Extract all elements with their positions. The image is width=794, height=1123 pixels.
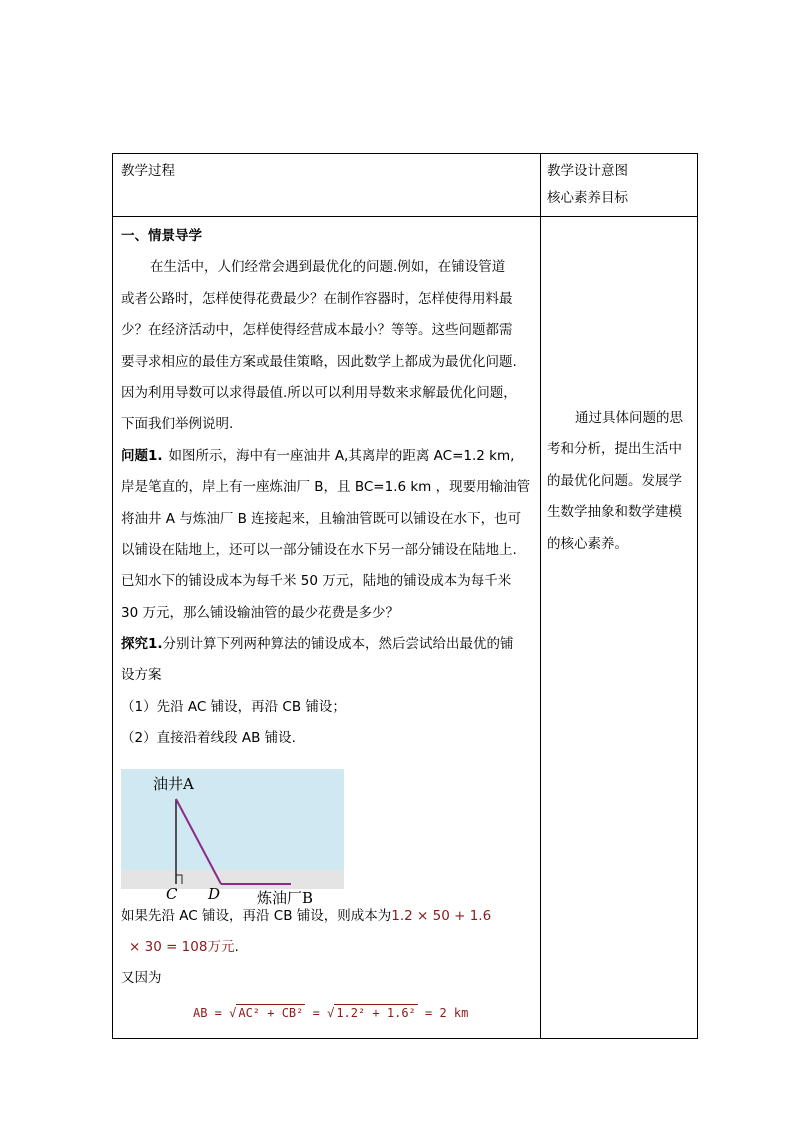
formula-sqrt-2: 1.2² + 1.6²: [336, 1005, 416, 1020]
problem-line: 以铺设在陆地上，还可以一部分铺设在水下另一部分铺设在陆地上.: [121, 541, 517, 558]
ab-formula: AB = √ AC² + CB² = √ 1.2² + 1.6² = 2 km: [193, 1005, 469, 1020]
section-title: 一、情景导学: [121, 228, 202, 244]
intro-line: 下面我们举例说明.: [121, 416, 234, 433]
teaching-process-content: [121, 221, 531, 1031]
column-divider: [540, 154, 541, 1038]
intent-line: 考和分析，提出生活中: [547, 441, 682, 458]
header-divider: [113, 216, 697, 217]
label-c: C: [166, 884, 178, 903]
intro-line: 要寻求相应的最佳方案或最佳策略，因此数学上都成为最优化问题.: [121, 353, 517, 370]
header-core-literacy: 核心素养目标: [547, 190, 628, 206]
answer-line: [121, 901, 531, 932]
problem-line: 岸是笔直的，岸上有一座炼油厂 B，且 BC=1.6 km ，现要用输油管: [121, 479, 531, 496]
formula-rhs: = 2 km: [417, 1005, 469, 1020]
problem-text: 如图所示，海中有一座油井 A,其离岸的距离 AC=1.2 km,: [168, 447, 515, 464]
intent-line: 的最优化问题。发展学: [547, 472, 682, 489]
formula-eq: =: [305, 1005, 328, 1020]
intro-line: 在生活中，人们经常会遇到最优化的问题.例如，在铺设管道: [150, 259, 506, 276]
answer-calc: 1.2 × 50 + 1.6: [391, 907, 492, 924]
header-teaching-process: 教学过程: [121, 163, 175, 179]
problem-label: 问题1.: [121, 447, 163, 464]
formula-lhs: AB =: [193, 1005, 230, 1020]
label-oil-well: 油井A: [153, 774, 194, 793]
answer-line: [121, 932, 531, 963]
problem-line: 将油井 A 与炼油厂 B 连接起来，且输油管既可以铺设在水下，也可: [121, 510, 522, 527]
label-refinery: 炼油厂B: [257, 888, 314, 907]
intent-line: 通过具体问题的思: [575, 410, 683, 426]
explore-text: 分别计算下列两种算法的铺设成本，然后尝试给出最优的铺: [162, 636, 514, 653]
design-intent-content: [547, 403, 693, 560]
problem-line: [121, 441, 531, 472]
explore-line: [121, 629, 531, 660]
explore-label: 探究1.: [121, 636, 163, 653]
option-line: （1）先沿 AC 铺设，再沿 CB 铺设；: [121, 698, 346, 715]
answer-calc-cont: × 30 = 108万元: [129, 939, 235, 956]
header-design-intent: 教学设计意图: [547, 163, 628, 179]
problem-line: 30 万元，那么铺设输油管的最少花费是多少？: [121, 604, 399, 621]
label-d: D: [208, 884, 221, 903]
intro-line: 因为利用导数可以求得最值.所以可以利用导数来求解最优化问题，: [121, 384, 517, 401]
formula-sqrt-1: AC² + CB²: [238, 1005, 304, 1020]
intent-line: 生数学抽象和数学建模: [547, 504, 682, 521]
intro-line: 或者公路时，怎样使得花费最少？在制作容器时，怎样使得用料最: [121, 290, 513, 307]
intro-line: 少？在经济活动中，怎样使得经营成本最小？等等。这些问题都需: [121, 322, 513, 339]
lesson-table: [112, 153, 698, 1039]
answer-text: 如果先沿 AC 铺设，再沿 CB 铺设，则成本为: [121, 907, 392, 924]
pipeline-figure: [121, 769, 344, 907]
intent-line: 的核心素养。: [547, 535, 628, 552]
option-line: （2）直接沿着线段 AB 铺设.: [121, 730, 296, 747]
answer-period: .: [234, 939, 239, 956]
problem-line: 已知水下的铺设成本为每千米 50 万元，陆地的铺设成本为每千米: [121, 573, 512, 590]
explore-line: 设方案: [121, 667, 162, 684]
again-line: 又因为: [121, 970, 162, 987]
